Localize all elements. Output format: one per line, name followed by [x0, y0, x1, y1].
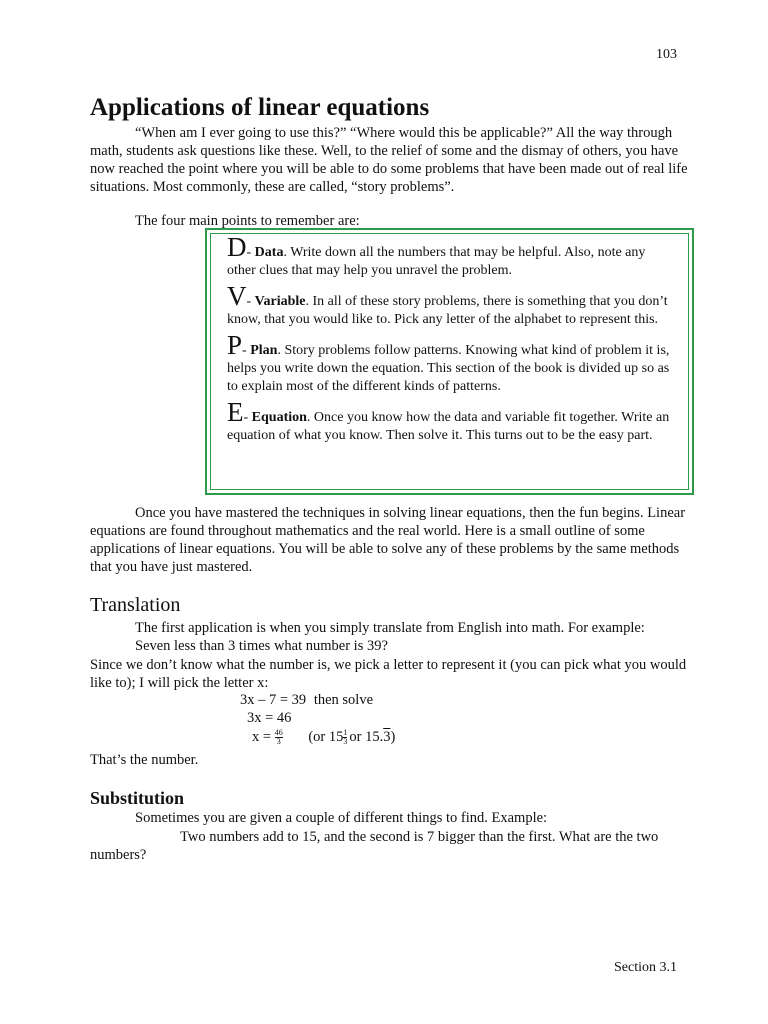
- key-point-dash: -: [243, 410, 252, 425]
- equation-3: [252, 729, 395, 746]
- alt-close: ): [390, 729, 396, 745]
- key-point-keyword: Equation: [251, 410, 307, 425]
- equation-3-lhs: x =: [252, 729, 272, 745]
- key-points-list: [210, 233, 689, 490]
- fraction-denominator: 3: [276, 737, 281, 747]
- key-point-text: . Write down all the numbers that may be helpful. Also, note any other clues that may help you unravel the problem.: [227, 245, 646, 278]
- key-point-keyword: Plan: [250, 343, 278, 358]
- equation-2: 3x = 46: [247, 710, 292, 726]
- equation-1-expr: 3x – 7 = 39: [240, 692, 307, 708]
- key-point-equation: [227, 397, 676, 445]
- key-point-dash: -: [246, 294, 255, 309]
- alt-or: or 15.: [349, 729, 384, 745]
- four-points-intro: The four main points to remember are:: [135, 213, 360, 229]
- repeating-digit: 3: [383, 729, 391, 745]
- key-point-variable: [227, 281, 676, 329]
- translation-explain: Since we don’t know what the number is, we pick a letter to represent it (you can pick what you would like to); I will pick the letter x:: [90, 657, 687, 691]
- key-point-letter: P: [227, 330, 243, 360]
- page-title: Applications of linear equations: [90, 94, 430, 121]
- alt-open: (or 15: [308, 729, 344, 745]
- translation-heading: Translation: [90, 594, 181, 616]
- translation-conclusion: That’s the number.: [90, 752, 199, 768]
- equation-1-note: then solve: [313, 692, 374, 708]
- substitution-line: Sometimes you are given a couple of different things to find. Example:: [135, 810, 548, 826]
- key-point-letter: D: [227, 232, 247, 262]
- substitution-heading: Substitution: [90, 788, 185, 808]
- fraction-1-3: [343, 729, 347, 746]
- intro-paragraph: “When am I ever going to use this?” “Where would this be applicable?” All the way through math, students ask questions like these. Well, to the relief of some and the dismay of others, you have now reached the point where you will be able to do some problems that have been made out of real life situations. Most commonly, these are called, “story problems”.: [90, 125, 688, 195]
- key-point-text: . In all of these story problems, there is something that you don’t know, that you would like to. Pick any letter of the alphabet to represent this.: [227, 294, 668, 327]
- key-point-dash: -: [242, 343, 251, 358]
- translation-line: The first application is when you simply translate from English into math. For example:: [135, 620, 645, 636]
- key-point-plan: [227, 330, 676, 396]
- section-footer: Section 3.1: [614, 960, 677, 975]
- substitution-example: Two numbers add to 15, and the second is 7 bigger than the first. What are the two numbers?: [90, 829, 659, 863]
- fraction-numerator: 46: [274, 728, 283, 738]
- key-point-text: . Story problems follow patterns. Knowing what kind of problem it is, helps you write down the equation. This section of the book is divided up so as to explain most of the different kinds of patterns.: [227, 343, 670, 394]
- key-point-keyword: Variable: [254, 294, 306, 309]
- translation-example: Seven less than 3 times what number is 39?: [135, 638, 388, 654]
- key-point-dash: -: [246, 245, 255, 260]
- mastered-paragraph: Once you have mastered the techniques in solving linear equations, then the fun begins. Linear equations are found throughout mathematics and the real world. Here is a small outline of some applications of linear equations. You will be able to solve any of these problems by the same methods that you have just mastered.: [90, 505, 686, 575]
- key-point-data: [227, 232, 676, 280]
- alt-fraction-denominator: 3: [343, 737, 348, 747]
- key-point-keyword: Data: [254, 245, 284, 260]
- alt-fraction-numerator: 1: [343, 728, 348, 738]
- key-point-letter: V: [227, 281, 247, 311]
- page-number: 103: [656, 47, 677, 62]
- fraction-46-3: [275, 729, 283, 746]
- key-point-letter: E: [227, 397, 244, 427]
- key-point-text: . Once you know how the data and variable fit together. Write an equation of what you know. Then solve it. This turns out to be the easy part.: [227, 410, 670, 443]
- key-points-box: [205, 228, 694, 495]
- equation-1: [240, 692, 373, 709]
